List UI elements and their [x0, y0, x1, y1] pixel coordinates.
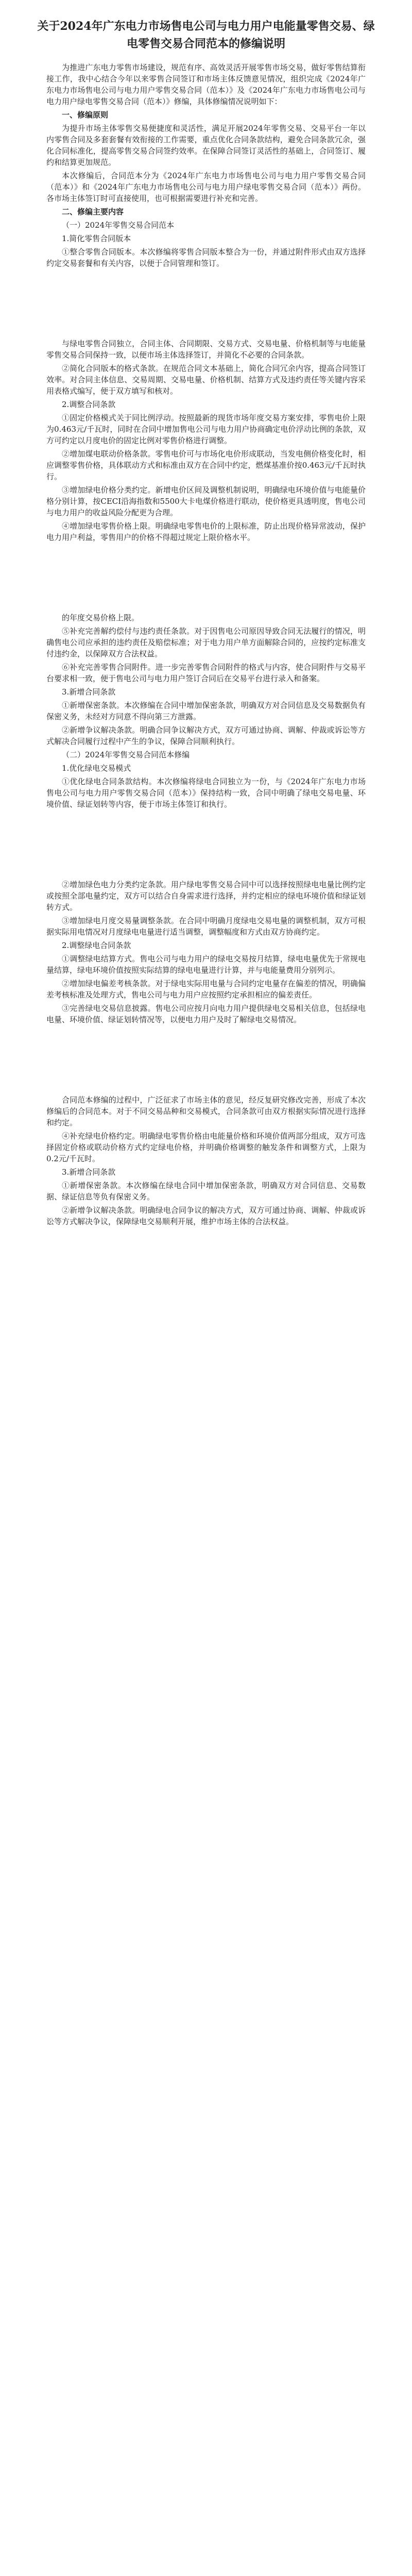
paragraph: ②简化合同版本的格式条款。在规范合同文本基础上，简化合同冗余内容，提高合同签订效率。对合同主体信息、交易周期、交易电量、价格机制、结算方式及违约责任等关键内容采用表格式编写，便于双方填写和核对。 — [46, 364, 366, 396]
page-gap — [0, 812, 412, 879]
subsection-heading: 3.新增合同条款 — [62, 1167, 116, 1177]
subsection-heading: 2.调整绿电合同条款 — [62, 941, 131, 950]
paragraph: ②增加绿色电力分类约定条款。用户绿电零售交易合同中可以选择按照绿电电量比例约定或按照全部电量约定，双方可以结合自身需求进行选择，并约定相应的绿电环境价值和绿证划转方式。 — [46, 880, 366, 912]
paragraph: ②新增争议解决条款。明确合同争议解决方式，双方可通过协商、调解、仲裁或诉讼等方式解决合同履行过程中产生的争议，保障合同顺利执行。 — [46, 725, 366, 746]
subsection-heading: 1.简化零售合同版本 — [62, 234, 131, 243]
intro-section — [0, 62, 412, 107]
paragraph: ②新增争议解决条款。明确绿电合同争议的解决方式，双方可通过协商、调解、仲裁或诉讼等方式解决争议，保障绿电交易顺利开展，维护市场主体的合法权益。 — [46, 1206, 366, 1226]
paragraph: ⑥补充完善零售合同附件。进一步完善零售合同附件的格式与内容，使合同附件与交易平台要求相一致，便于售电公司与电力用户签订合同后在交易平台进行录入和备案。 — [46, 663, 366, 683]
paragraph: 本次修编后，合同范本分为《2024年广东电力市场售电公司与电力用户零售交易合同（范本）》和《2024年广东电力市场售电公司与电力用户绿电零售交易合同（范本）》两份。各市场主体签订时可直接使用，也可根据需要进行补充和完善。 — [46, 171, 366, 203]
paragraph: 与绿电零售合同独立，合同主体、合同期限、交易方式、交易电量、价格机制等与电能量零售交易合同保持一致，以便市场主体选择签订，并简化不必要的合同条款。 — [46, 339, 366, 360]
section-principles — [0, 109, 412, 204]
paragraph: ①新增保密条款。本次修编在合同中增加保密条款，明确双方对合同信息及交易数据负有保密义务，未经对方同意不得向第三方泄露。 — [46, 701, 366, 721]
paragraph: ①新增保密条款。本次修编在绿电合同中增加保密条款，明确双方对合同信息、交易数据、绿证信息等负有保密义务。 — [46, 1181, 366, 1201]
paragraph: ③增加绿电价格分类约定。新增电价区间及调整机制说明，明确绿电环境价值与电能量价格分别计算，按CECI沿海指数和5500大卡电煤价格进行联动，使价格更具透明度，售电公司与电力用户的收益风险分配更为合理。 — [46, 485, 366, 517]
paragraph: ④补充绿电价格约定。明确绿电零售价格由电能量价格和环境价值两部分组成，双方可选择固定价格或联动价格方式约定绿电价格，并明确价格调整的触发条件和调整方式，上限为0.2元/千瓦时。 — [46, 1131, 366, 1163]
section-heading: 二、修编主要内容 — [62, 207, 124, 216]
paragraph: ①优化绿电合同条款结构。本次修编将绿电合同独立为一份，与《2024年广东电力市场售电公司与电力用户零售交易合同（范本）》保持结构一致，合同中明确了绿电交易电量、环境价值、绿证划转等内容，便于市场主体签订和执行。 — [46, 777, 366, 809]
paragraph: ①调整绿电结算方式。售电公司与电力用户的绿电交易按月结算，绿电电量优先于常规电量结算，绿电环境价值按照实际结算的绿电电量进行计算，并与电能量费用分别列示。 — [46, 954, 366, 975]
section-heading: 一、修编原则 — [62, 110, 109, 120]
document-title: 关于2024年广东电力市场售电公司与电力用户电能量零售交易、绿电零售交易合同范本的修编说明 — [37, 20, 375, 50]
subsection-heading: （二）2024年零售交易合同范本修编 — [62, 750, 190, 759]
paragraph: ⑤补充完善解约偿付与违约责任条款。对于因售电公司原因导致合同无法履行的情况，明确售电公司应承担的违约责任及赔偿标准；对于电力用户单方面解除合同的，应按约定标准支付违约金，以保障双方合法权益。 — [46, 626, 366, 658]
section-continued — [0, 1094, 412, 1227]
page-gap — [0, 1027, 412, 1094]
paragraph: ①固定价格模式关于同比例浮动。按照最新的现货市场年度交易方案安排，零售电价上限为0.463元/千瓦时，同时在合同中增加售电公司与电力用户协商确定电价浮动比例的条款，双方可约定以月度电价的固定比例对零售价格进行调整。 — [46, 413, 366, 445]
paragraph: ③增加绿电月度交易量调整条款。在合同中明确月度绿电交易电量的调整机制，双方可根据实际用电情况对月度绿电电量进行适当调整，调整幅度和方式由双方协商约定。 — [46, 916, 366, 937]
page-bottom-gap — [0, 1229, 412, 1260]
page-gap — [0, 271, 412, 338]
section-main-content — [0, 206, 412, 269]
section-continued — [0, 338, 412, 543]
subsection-heading: 2.调整合同条款 — [62, 400, 116, 409]
subsection-heading: 1.优化绿电交易模式 — [62, 764, 131, 773]
paragraph: 合同范本修编的过程中，广泛征求了市场主体的意见，经反复研究修改完善，形成了本次修编后的合同范本。对于不同交易品种和交易模式，合同条款可由双方根据实际情况进行选择和约定。 — [46, 1095, 366, 1127]
paragraph: ②增加绿电偏差考核条款。对于绿电实际用电量与合同约定电量存在偏差的情况，明确偏差考核标准及处理方式，售电公司与电力用户应按照约定承担相应的偏差责任。 — [46, 979, 366, 999]
paragraph: ②增加煤电联动价格条款。零售电价可与市场化电价形成联动，当发电侧价格变化时，相应调整零售价格，具体联动方式和标准由双方在合同中约定，燃煤基准价按0.463元/千瓦时执行。 — [46, 449, 366, 481]
subsection-heading: 3.新增合同条款 — [62, 687, 116, 697]
paragraph: 为提升市场主体零售交易便捷度和灵活性，满足开展2024年零售交易、交易平台一年以内零售合同及多套套餐有效衔接的工作需要，重点优化合同条款结构，避免合同条款冗余，强化合同标准化，提高零售交易合同签约效率。在保障合同签订灵活性的基础上，合同签订、履约和结算更加规范。 — [46, 124, 366, 167]
intro-paragraph: 为推进广东电力零售市场建设，规范有序、高效灵活开展零售市场交易，做好零售结算衔接工作，我中心结合今年以来零售合同签订和市场主体反馈意见情况，组织完成《2024年广东电力市场售电公司与电力用户零售交易合同（范本）》及《2024年广东电力市场售电公司与电力用户绿电零售交易合同（范本）》修编，具体修编情况说明如下： — [46, 63, 366, 106]
paragraph: ①整合零售合同版本。本次修编将零售合同版本整合为一份，并通过附件形式由双方选择约定交易套餐和有关内容，以便于合同管理和签订。 — [46, 247, 366, 268]
paragraph: ③完善绿电交易信息披露。售电公司应按月向电力用户提供绿电交易相关信息，包括绿电电量、环境价值、绿证划转情况等，以便电力用户及时了解绿电交易情况。 — [46, 1004, 366, 1024]
paragraph: ④增加绿电零售价格上限。明确绿电零售电价的上限标准，防止出现价格异常波动，保护电力用户利益，零售用户的价格不得超过规定上限价格水平。 — [46, 521, 366, 542]
document-page — [0, 0, 412, 1260]
paragraph: 的年度交易价格上限。 — [62, 613, 140, 622]
subsection-heading: （一）2024年零售交易合同范本 — [62, 221, 175, 230]
section-continued — [0, 612, 412, 810]
page-gap — [0, 545, 412, 612]
section-continued — [0, 879, 412, 1025]
